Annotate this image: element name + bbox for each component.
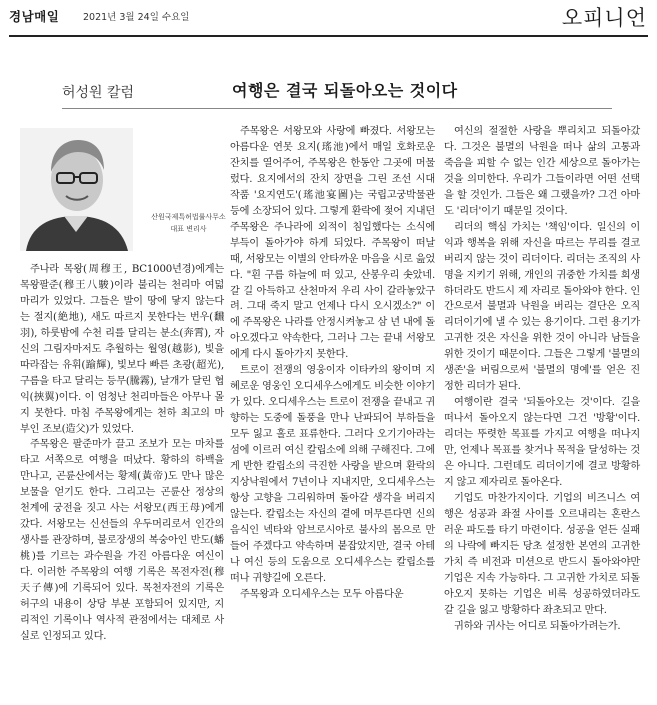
column-byline: 허성원 칼럼	[62, 85, 135, 101]
paragraph: 주목왕은 서왕모와 사랑에 빠졌다. 서왕모는 아름다운 연못 요지(瑤池)에서 매일 호화로운 잔치를 열어주어, 주목왕은 한동안 그곳에 머물렀다. 요지에서의 잔치 장면을 그린 조선 시대 작품 '요지연도'(瑤池宴圖)는 국립고궁박물관 등에 소장되어 있다. 그렇게 환락에 젖어 지내던 주목왕은 주나라에 외적이 침입했다는 소식에 부득이 돌아가야 하게 되었다. 주목왕이 떠날 때, 서왕모는 이별의 안타까운 마음을 시로 읊었다. "흰 구름 하늘에 떠 있고, 산봉우리 솟았네. 갈 길 아득하고 산천마저 우리 사이 갈라놓았구려. 그대 죽지 말고 언제나 다시 오시겠소?" 이에 주목왕은 나라를 안정시켜놓고 삼 년 내에 돌아오겠다고 약속한다, 그러나 그는 끝내 서왕모에게 다시 돌아가지 못한다.	[230, 126, 435, 361]
section-title: 오피니언	[561, 6, 647, 30]
header-rule	[9, 35, 648, 37]
article-column-3	[444, 124, 640, 635]
paragraph: 기업도 마찬가지이다. 기업의 비즈니스 여행은 성공과 좌절 사이를 오르내리는 혼란스러운 파도를 타기 마련이다. 성공을 얻든 실패의 나락에 빠지든 당초 설정한 본연의 고귀한 가치 즉 비전과 미션으로 반드시 돌아와야만 기업은 지속 가능하다. 그 고귀한 가치로 되돌아오지 못하는 기업은 비록 성공하였더라도 갈 길을 잃고 방황하다 좌초되고 만다.	[444, 492, 640, 616]
paragraph: 리더의 핵심 가치는 '책임'이다. 일신의 이익과 행복을 위해 자신을 따르는 무리를 결코 버리지 않는 것이 리더이다. 리더는 조직의 사명을 지키기 위해, 개인의 귀중한 가치를 희생하더라도 반드시 제 자리로 돌아와야 한다. 인간으로서 불멸과 낙원을 버리는 결단은 오직 리더이기에 낼 수 있는 용기이다. 그런 용기가 고귀한 것은 자신을 위한 것이 아니라 남들을 위한 것이기 때문이다. 그들은 그렇게 '불멸의 생존'을 버림으로써 '불멸의 명예'를 얻은 진정한 리더가 된다.	[444, 221, 640, 393]
publication-date: 2021년 3월 24일 수요일	[83, 12, 190, 23]
author-portrait-icon	[20, 128, 133, 251]
paragraph: 주목왕과 오디세우스는 모두 아름다운	[240, 588, 404, 600]
newspaper-masthead: 경남매일	[9, 9, 60, 24]
article-column-1	[20, 262, 224, 645]
paragraph: 주나라 목왕(周穆王, BC1000년경)에게는 목왕팔준(穆王八駿)이라 불리는 천리마 여덟 마리가 있었다. 그들은 발이 땅에 닿지 않는다는 절지(絶地), 새도 따르지 못한다는 번우(飜羽), 하룻밤에 수천 리를 달리는 분소(奔霄), 자신의 그림자마저도 추월하는 월영(越影), 빛을 따라잡는 유휘(踰輝), 빛보다 빠른 초광(超光), 구름을 타고 달리는 등무(騰霧), 날개가 달린 협익(挾翼)이다. 이 엄청난 천리마들은 아무나 몰지 못한다. 마침 주목왕에게는 천하 최고의 마부인 조보(造父)가 있었다.	[20, 264, 224, 435]
author-firm: 산원국제특허법률사무소	[151, 213, 226, 221]
author-photo	[20, 128, 133, 251]
paragraph: 트로이 전쟁의 영웅이자 이타카의 왕이며 지혜로운 영웅인 오디세우스에게도 비슷한 이야기가 있다. 오디세우스는 트로이 전쟁을 끝내고 귀향하는 도중에 돌풍을 만나 난파되어 부하들을 모두 잃고 홀로 표류한다. 그러다 오기기아라는 섬에 이르러 여신 칼립소에 의해 구해진다. 그에게 반한 칼립소의 극진한 사랑을 받으며 환락의 지상낙원에서 7년이나 지내지만, 오디세우스는 항상 고향을 그리워하며 돌아갈 생각을 버리지 않는다. 칼립소는 자신의 곁에 머무른다면 신의 음식인 넥타와 암브로시아로 불사의 몸으로 만들어 주겠다고 약속하며 붙잡았지만, 결국 아테나 여신 등의 도움으로 오디세우스는 칼립소를 떠나 귀향길에 오른다.	[230, 365, 435, 584]
author-caption	[146, 211, 231, 235]
author-title: 대표 변리사	[170, 225, 207, 233]
paragraph: 여행이란 결국 '되돌아오는 것'이다. 길을 떠나서 돌아오지 않는다면 그건 '방황'이다. 리더는 뚜렷한 목표를 가지고 여행을 떠나지만, 언제나 목표를 찾거나 목적을 달성하는 것은 아니다. 그런데도 리더이기에 결코 방황하지 않고 제자리로 돌아온다.	[444, 397, 640, 488]
paragraph: 주목왕은 팔준마가 끌고 조보가 모는 마차를 타고 서쪽으로 여행을 떠났다. 황하의 하백을 만나고, 곤륜산에서는 황제(黃帝)도 만나 많은 보물을 얻기도 한다. 그리고는 곤륜산 정상의 천계에 궁전을 짓고 사는 서왕모(西王母)에게 갔다. 서왕모는 신선들의 우두머리로서 인간의 생사를 관장하며, 불로장생의 복숭아인 반도(蟠桃)를 기르는 과수원을 가진 아름다운 여신이다. 이러한 주목왕의 여행 기록은 목전자전(穆天子傳)에 기록되어 있다. 목천자전의 기록은 허구의 내용이 상당 부분 포함되어 있지만, 지리적인 기록이나 역사적 관점에서는 대체로 사실로 인정되고 있다.	[20, 439, 224, 642]
paragraph: 귀하와 귀사는 어디로 되돌아가려는가.	[454, 620, 621, 632]
article-headline: 여행은 결국 되돌아오는 것이다	[232, 81, 458, 100]
headline-rule	[62, 108, 612, 109]
page-header	[0, 0, 657, 40]
paragraph: 여신의 절절한 사랑을 뿌리치고 되돌아갔다. 그것은 불멸의 낙원을 떠나 삶의 고통과 죽음을 피할 수 없는 인간 세상으로 돌아가는 것을 의미한다. 우리가 그들이라면 어떤 선택을 할 것인가. 그들은 왜 그랬을까? 그건 아마도 '리더'이기 때문일 것이다.	[444, 126, 640, 217]
article-column-2	[230, 124, 435, 603]
